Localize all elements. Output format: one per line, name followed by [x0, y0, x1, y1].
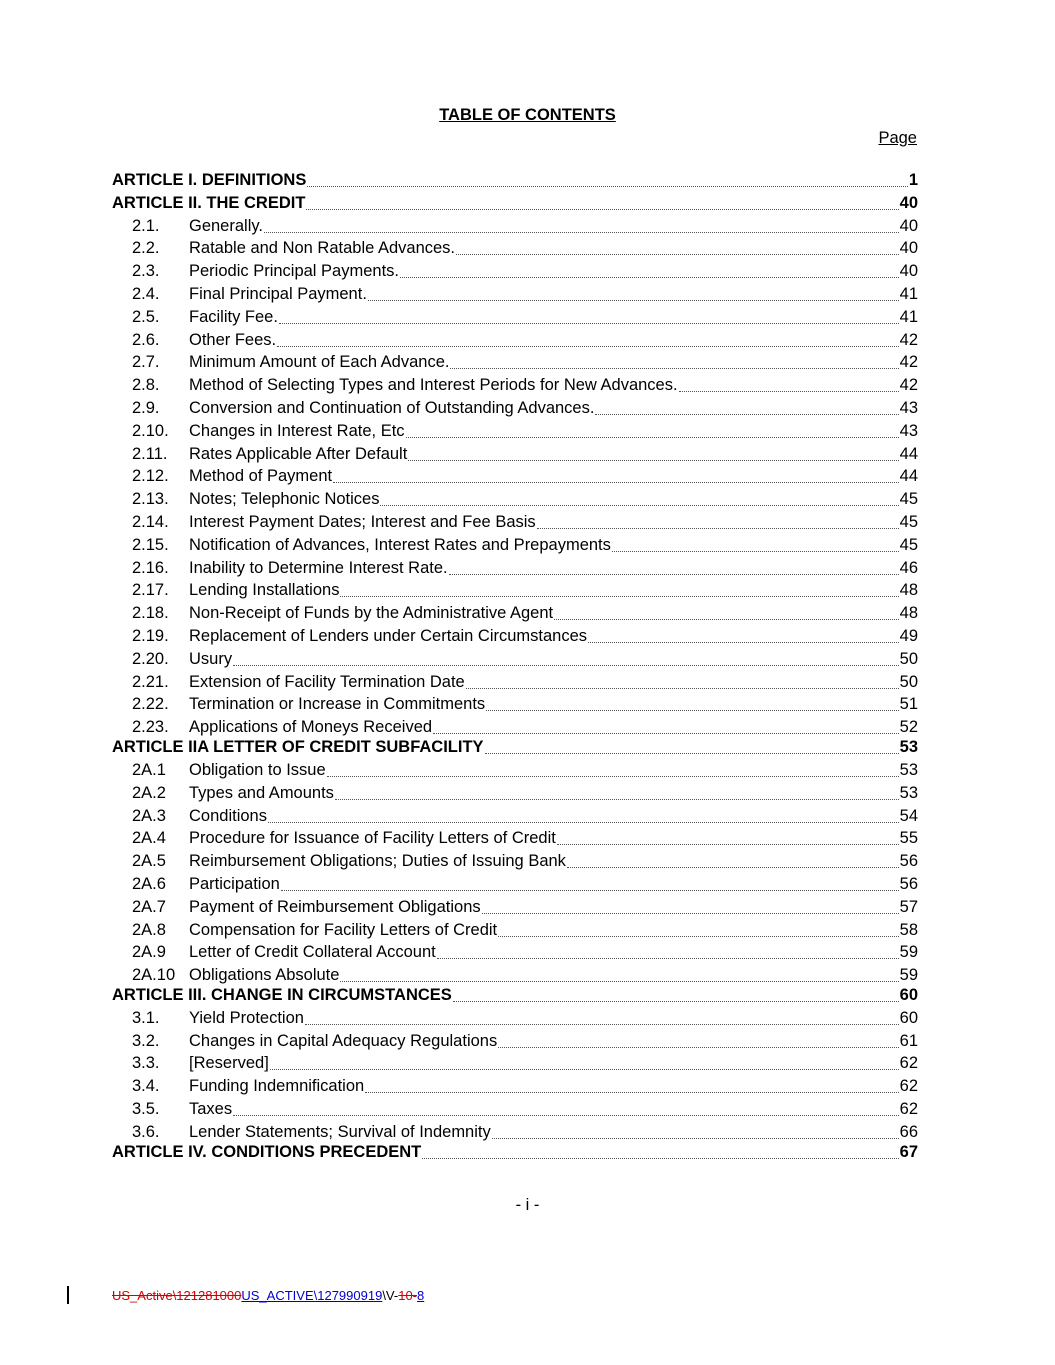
section-number: 3.5. [132, 1100, 160, 1119]
section-title: Final Principal Payment. [189, 284, 367, 303]
section-title: Interest Payment Dates; Interest and Fee Basis [189, 512, 536, 531]
toc-section-row[interactable] [112, 673, 918, 692]
dot-leader [588, 642, 899, 643]
toc-section-row[interactable] [112, 376, 918, 395]
page-reference: 50 [899, 672, 918, 691]
toc-section-row[interactable] [112, 445, 918, 464]
page-reference: 62 [899, 1077, 918, 1096]
section-number: 2.14. [132, 512, 169, 531]
dot-leader [268, 822, 899, 823]
page-reference: 45 [899, 490, 918, 509]
dot-leader [557, 844, 899, 845]
toc-list [112, 171, 918, 1162]
page-reference: 40 [899, 193, 918, 212]
page-reference: 62 [899, 1054, 918, 1073]
section-number: 3.3. [132, 1054, 160, 1073]
section-title: Inability to Determine Interest Rate. [189, 558, 448, 577]
dot-leader [567, 867, 899, 868]
dot-leader [365, 1092, 898, 1093]
dot-leader [537, 528, 899, 529]
toc-section-row[interactable] [112, 852, 918, 871]
page-reference: 59 [899, 966, 918, 985]
section-title: Conditions [189, 806, 267, 825]
page-reference: 48 [899, 581, 918, 600]
section-title: Obligation to Issue [189, 760, 326, 779]
toc-section-row[interactable] [112, 308, 918, 327]
section-title: Participation [189, 874, 280, 893]
toc-section-row[interactable] [112, 399, 918, 418]
toc-section-row[interactable] [112, 1100, 918, 1119]
toc-section-row[interactable] [112, 1123, 918, 1142]
toc-section-row[interactable] [112, 467, 918, 486]
section-number: 2.9. [132, 398, 160, 417]
section-title: Rates Applicable After Default [189, 444, 408, 463]
dot-leader [327, 776, 899, 777]
section-title: Lender Statements; Survival of Indemnity [189, 1122, 491, 1141]
section-title: Payment of Reimbursement Obligations [189, 897, 481, 916]
section-number: 2.2. [132, 239, 160, 258]
dot-leader [408, 460, 898, 461]
page-reference: 59 [899, 943, 918, 962]
dot-leader [340, 981, 898, 982]
section-title: Periodic Principal Payments. [189, 262, 400, 281]
dot-leader [380, 505, 898, 506]
dot-leader [433, 733, 899, 734]
page-reference: 58 [899, 920, 918, 939]
toc-section-row[interactable] [112, 239, 918, 258]
page-reference: 56 [899, 874, 918, 893]
page-reference: 42 [899, 353, 918, 372]
dot-leader [422, 1158, 898, 1159]
section-number: 3.2. [132, 1031, 160, 1050]
dot-leader [453, 1001, 899, 1002]
toc-section-row[interactable] [112, 1009, 918, 1028]
dot-leader [306, 209, 898, 210]
doc-id-inserted: US_ACTIVE\127990919 [241, 1288, 383, 1303]
toc-article-row[interactable] [112, 1143, 918, 1162]
toc-section-row[interactable] [112, 718, 918, 737]
section-number: 2A.6 [132, 874, 166, 893]
dot-leader [554, 619, 899, 620]
toc-section-row[interactable] [112, 1077, 918, 1096]
dot-leader [612, 551, 899, 552]
article-title: ARTICLE II. THE CREDIT [112, 193, 306, 212]
toc-section-row[interactable] [112, 966, 918, 985]
dot-leader [368, 300, 899, 301]
toc-title: TABLE OF CONTENTS [439, 106, 616, 124]
section-number: 2.13. [132, 490, 169, 509]
section-number: 2.5. [132, 307, 160, 326]
section-title: Other Fees. [189, 330, 277, 349]
article-title: ARTICLE III. CHANGE IN CIRCUMSTANCES [112, 986, 452, 1005]
section-number: 2A.7 [132, 897, 166, 916]
toc-section-row[interactable] [112, 536, 918, 555]
section-title: Letter of Credit Collateral Account [189, 943, 436, 962]
dot-leader [233, 1115, 899, 1116]
dot-leader [233, 665, 899, 666]
section-title: Ratable and Non Ratable Advances. [189, 239, 456, 258]
toc-section-row[interactable] [112, 807, 918, 826]
section-title: Minimum Amount of Each Advance. [189, 353, 450, 372]
doc-id-separator: \V- [382, 1288, 399, 1303]
page-reference: 51 [899, 695, 918, 714]
dot-leader [498, 1047, 898, 1048]
section-number: 2A.4 [132, 829, 166, 848]
section-number: 2A.10 [132, 966, 176, 985]
section-number: 2A.9 [132, 943, 166, 962]
page-reference: 40 [899, 262, 918, 281]
section-title: Yield Protection [189, 1008, 304, 1027]
section-number: 2.3. [132, 262, 160, 281]
page-reference: 43 [899, 398, 918, 417]
section-title: Lending Installations [189, 581, 340, 600]
dot-leader [277, 346, 899, 347]
section-title: Procedure for Issuance of Facility Letters of Credit [189, 829, 556, 848]
section-number: 2A.8 [132, 920, 166, 939]
page-reference: 41 [899, 284, 918, 303]
toc-section-row[interactable] [112, 829, 918, 848]
section-title: Funding Indemnification [189, 1077, 365, 1096]
page-reference: 40 [899, 216, 918, 235]
section-number: 2.12. [132, 467, 169, 486]
section-title: Non-Receipt of Funds by the Administrative Agent [189, 604, 554, 623]
dot-leader [340, 596, 898, 597]
dot-leader [486, 710, 898, 711]
page-reference: 56 [899, 852, 918, 871]
toc-section-row[interactable] [112, 695, 918, 714]
toc-section-row[interactable] [112, 513, 918, 532]
dot-leader [400, 277, 899, 278]
toc-section-row[interactable] [112, 1054, 918, 1073]
section-title: Method of Selecting Types and Interest Periods for New Advances. [189, 376, 678, 395]
article-title: ARTICLE I. DEFINITIONS [112, 171, 307, 189]
section-number: 2.11. [132, 444, 168, 463]
toc-section-row[interactable] [112, 1032, 918, 1051]
page-reference: 48 [899, 604, 918, 623]
dot-leader [264, 232, 899, 233]
page-reference: 60 [899, 986, 918, 1005]
page-reference: 44 [899, 467, 918, 486]
toc-section-row[interactable] [112, 875, 918, 894]
page-reference: 57 [899, 897, 918, 916]
section-title: Method of Payment [189, 467, 333, 486]
section-title: Generally. [189, 216, 263, 235]
section-number: 2.19. [132, 626, 169, 645]
section-number: 2.1. [132, 216, 160, 235]
toc-section-row[interactable] [112, 921, 918, 940]
section-number: 2.20. [132, 649, 169, 668]
article-title: ARTICLE IIA LETTER OF CREDIT SUBFACILITY [112, 738, 484, 757]
section-number: 2.15. [132, 535, 169, 554]
section-number: 3.1. [132, 1008, 160, 1027]
section-title: Notes; Telephonic Notices [189, 490, 380, 509]
section-title: Notification of Advances, Interest Rates and Prepayments [189, 535, 611, 554]
dot-leader [679, 391, 899, 392]
section-title: Compensation for Facility Letters of Credit [189, 920, 498, 939]
document-id [112, 1288, 424, 1303]
section-number: 2.18. [132, 604, 169, 623]
dot-leader [437, 958, 899, 959]
page-reference: 46 [899, 558, 918, 577]
section-number: 2.23. [132, 718, 169, 737]
version-inserted: 8 [417, 1288, 425, 1303]
toc-section-row[interactable] [112, 604, 918, 623]
dot-leader [333, 482, 899, 483]
version-deleted: 10- [398, 1288, 418, 1303]
section-number: 2.10. [132, 421, 169, 440]
page-reference: 42 [899, 376, 918, 395]
dot-leader [498, 936, 899, 937]
change-bar [67, 1286, 69, 1304]
toc-section-row[interactable] [112, 262, 918, 281]
section-number: 2A.1 [132, 760, 166, 779]
section-number: 2.6. [132, 330, 160, 349]
toc-section-row[interactable] [112, 898, 918, 917]
section-number: 2A.5 [132, 852, 166, 871]
toc-section-row[interactable] [112, 784, 918, 803]
section-title: Conversion and Continuation of Outstanding Advances. [189, 398, 595, 417]
dot-leader [449, 574, 899, 575]
page-reference: 67 [899, 1142, 918, 1161]
section-title: Types and Amounts [189, 783, 334, 802]
section-number: 2.8. [132, 376, 160, 395]
page-reference: 40 [899, 239, 918, 258]
page-reference: 42 [899, 330, 918, 349]
dot-leader [482, 913, 899, 914]
section-title: Extension of Facility Termination Date [189, 672, 465, 691]
dot-leader [305, 1024, 899, 1025]
page-reference: 45 [899, 535, 918, 554]
toc-article-row[interactable] [112, 738, 918, 757]
section-title: Applications of Moneys Received [189, 718, 433, 737]
toc-section-row[interactable] [112, 761, 918, 780]
section-number: 2.4. [132, 284, 160, 303]
dot-leader [281, 890, 899, 891]
dot-leader [450, 368, 898, 369]
page-reference: 50 [899, 649, 918, 668]
section-number: 2A.2 [132, 783, 166, 802]
section-title: [Reserved] [189, 1054, 269, 1073]
page-reference: 45 [899, 512, 918, 531]
dot-leader [307, 186, 907, 187]
page-reference: 53 [899, 783, 918, 802]
page-reference: 44 [899, 444, 918, 463]
article-title: ARTICLE IV. CONDITIONS PRECEDENT [112, 1142, 422, 1161]
page-column-label: Page [878, 129, 917, 147]
dot-leader [270, 1069, 899, 1070]
section-title: Taxes [189, 1100, 233, 1119]
toc-section-row[interactable] [112, 627, 918, 646]
section-title: Changes in Interest Rate, Etc [189, 421, 405, 440]
dot-leader [492, 1138, 899, 1139]
page-reference: 49 [899, 626, 918, 645]
page-reference: 61 [899, 1031, 918, 1050]
page-reference: 1 [908, 171, 918, 189]
section-number: 3.6. [132, 1122, 160, 1141]
dot-leader [466, 688, 899, 689]
section-number: 2.16. [132, 558, 169, 577]
toc-article-row[interactable] [112, 171, 918, 190]
section-title: Termination or Increase in Commitments [189, 695, 486, 714]
section-number: 2.7. [132, 353, 160, 372]
section-number: 2.17. [132, 581, 169, 600]
page-number: - i - [515, 1196, 540, 1214]
toc-section-row[interactable] [112, 331, 918, 350]
section-title: Replacement of Lenders under Certain Circumstances [189, 626, 588, 645]
dot-leader [485, 753, 899, 754]
page-reference: 55 [899, 829, 918, 848]
dot-leader [335, 799, 899, 800]
page-reference: 53 [899, 760, 918, 779]
dot-leader [406, 437, 899, 438]
toc-section-row[interactable] [112, 581, 918, 600]
toc-section-row[interactable] [112, 285, 918, 304]
toc-section-row[interactable] [112, 490, 918, 509]
page-reference: 41 [899, 307, 918, 326]
page-reference: 54 [899, 806, 918, 825]
toc-section-row[interactable] [112, 217, 918, 236]
page-reference: 66 [899, 1122, 918, 1141]
page-reference: 60 [899, 1008, 918, 1027]
doc-id-deleted: US_Active\121281000 [112, 1288, 242, 1303]
section-number: 3.4. [132, 1077, 160, 1096]
toc-section-row[interactable] [112, 559, 918, 578]
section-title: Obligations Absolute [189, 966, 340, 985]
section-title: Facility Fee. [189, 307, 278, 326]
toc-section-row[interactable] [112, 943, 918, 962]
toc-section-row[interactable] [112, 650, 918, 669]
section-number: 2.21. [132, 672, 169, 691]
toc-section-row[interactable] [112, 353, 918, 372]
section-title: Reimbursement Obligations; Duties of Issuing Bank [189, 852, 566, 871]
section-title: Changes in Capital Adequacy Regulations [189, 1031, 498, 1050]
section-title: Usury [189, 649, 233, 668]
page-reference: 52 [899, 718, 918, 737]
section-number: 2.22. [132, 695, 169, 714]
page-reference: 62 [899, 1100, 918, 1119]
page-reference: 53 [899, 738, 918, 757]
toc-article-row[interactable] [112, 986, 918, 1005]
toc-section-row[interactable] [112, 422, 918, 441]
section-number: 2A.3 [132, 806, 166, 825]
page-reference: 43 [899, 421, 918, 440]
dot-leader [456, 254, 899, 255]
dot-leader [595, 414, 898, 415]
toc-article-row[interactable] [112, 194, 918, 213]
dot-leader [279, 323, 899, 324]
